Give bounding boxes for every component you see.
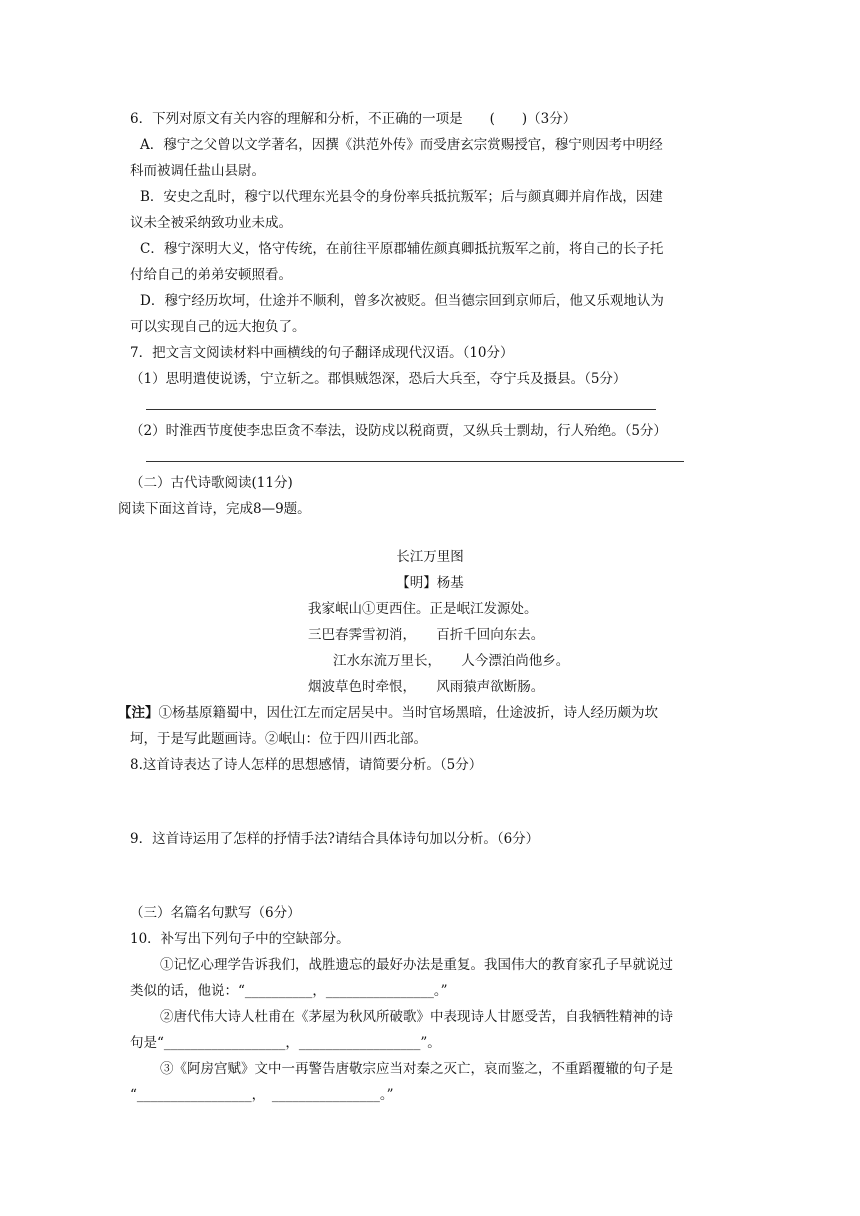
option-d-line1: D．穆宁经历坎坷，仕途并不顺利，曾多次被贬。但当德宗回到京师后，他又乐观地认为	[140, 293, 664, 309]
option-a-line2: 科而被调任盐山县尉。	[130, 163, 265, 179]
option-b-line1: B．安史之乱时，穆宁以代理东光县令的身份率兵抵抗叛军；后与颜真卿并肩作战，因建	[140, 189, 663, 205]
poem-author: 【明】杨基	[396, 575, 464, 591]
answer-line-2[interactable]	[130, 444, 730, 470]
question-7-sentence-2: （2）时淮西节度使李忠臣贪不奉法，设防戍以税商贾，又纵兵士剽劫，行人殆绝。（5分）	[130, 423, 667, 439]
note-label: 【注】	[118, 705, 159, 721]
item-3-line2: “_________________， ________________。”	[130, 1087, 394, 1103]
answer-line-1[interactable]	[130, 392, 730, 418]
question-10-stem: 10．补写出下列句子中的空缺部分。	[130, 931, 350, 947]
poem-line-2: 三巴春霁雪初消， 百折千回向东去。	[308, 627, 545, 643]
poem-line-1: 我家岷山①更西住。正是岷江发源处。	[308, 601, 538, 617]
item-3-line1: ③《阿房宫赋》文中一再警告唐敬宗应当对秦之灭亡，哀而鉴之，不重蹈覆辙的句子是	[160, 1061, 673, 1077]
note-line-2: 坷，于是写此题画诗。②岷山：位于四川西北部。	[130, 731, 427, 747]
question-7-sentence-1: （1）思明遣使说诱，宁立斩之。郡惧贼怨深，恐后大兵至，夺宁兵及摄县。（5分）	[130, 371, 627, 387]
poem-line-3: 江水东流万里长， 人今漂泊尚他乡。	[333, 653, 570, 669]
poem-line-4: 烟波草色时牵恨， 风雨猿声欲断肠。	[308, 679, 545, 695]
question-8: 8.这首诗表达了诗人怎样的思想感情，请简要分析。（5分）	[130, 757, 483, 773]
exam-page	[118, 106, 730, 1108]
option-d-line2: 可以实现自己的远大抱负了。	[130, 319, 306, 335]
note-line-1	[118, 700, 730, 726]
question-9: 9．这首诗运用了怎样的抒情手法?请结合具体诗句加以分析。（6分）	[130, 831, 540, 847]
item-1-line2: 类似的话，他说：“__________，________________。”	[130, 983, 448, 999]
option-a-line1: A．穆宁之父曾以文学著名，因撰《洪范外传》而受唐玄宗赏赐授官，穆宁则因考中明经	[140, 137, 663, 153]
option-c-line1: C．穆宁深明大义，恪守传统，在前往平原郡辅佐颜真卿抵抗叛军之前，将自己的长子托	[140, 241, 664, 257]
poem-title: 长江万里图	[396, 549, 464, 565]
note-text-1: ①杨基原籍蜀中，因仕江左而定居吴中。当时官场黑暗，仕途波折，诗人经历颇为坎	[158, 705, 658, 721]
question-7-stem: 7．把文言文阅读材料中画横线的句子翻译成现代汉语。（10分）	[130, 345, 514, 361]
question-6-stem: 6．下列对原文有关内容的理解和分析，不正确的一项是 ( )（3分）	[130, 111, 577, 127]
poem	[130, 544, 730, 700]
item-2-line2: 句是“__________________，__________________”。	[130, 1035, 441, 1051]
item-1-line1: ①记忆心理学告诉我们，战胜遗忘的最好办法是重复。我国伟大的教育家孔子早就说过	[160, 957, 673, 973]
section-2-heading: （二）古代诗歌阅读(11分)	[130, 475, 293, 491]
section-2-intro: 阅读下面这首诗，完成8—9题。	[118, 501, 311, 517]
section-3-heading: （三）名篇名句默写（6分）	[130, 905, 301, 921]
item-2-line1: ②唐代伟大诗人杜甫在《茅屋为秋风所破歌》中表现诗人甘愿受苦，自我牺牲精神的诗	[160, 1009, 673, 1025]
option-b-line2: 议未全被采纳致功业未成。	[130, 215, 292, 231]
option-c-line2: 付给自己的弟弟安顿照看。	[130, 267, 292, 283]
